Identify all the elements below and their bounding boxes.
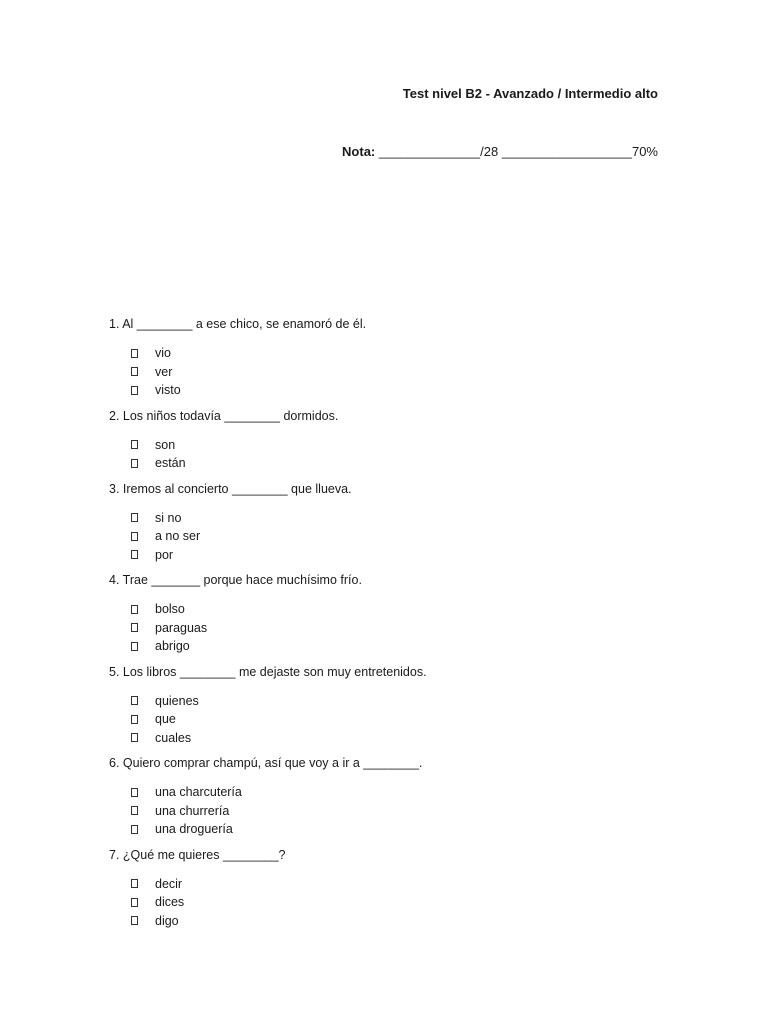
checkbox-icon[interactable]	[131, 916, 138, 925]
option-list	[109, 344, 669, 400]
score-line	[342, 144, 658, 159]
option-label: cuales	[155, 730, 192, 745]
option-label: a no ser	[155, 529, 201, 543]
question-text: 2. Los niños todavía ________ dormidos.	[109, 408, 339, 423]
question-7	[109, 847, 669, 931]
checkbox-icon[interactable]	[131, 459, 138, 468]
checkbox-icon[interactable]	[131, 605, 138, 614]
option-label: una droguería	[155, 822, 233, 836]
answer-option[interactable]	[131, 619, 669, 638]
answer-option[interactable]	[131, 710, 669, 729]
option-label: una churrería	[155, 803, 230, 818]
answer-option[interactable]	[131, 363, 669, 382]
answer-option[interactable]	[131, 692, 669, 711]
checkbox-icon[interactable]	[131, 879, 138, 888]
answer-option[interactable]	[131, 875, 669, 894]
option-label: son	[155, 437, 176, 452]
checkbox-icon[interactable]	[131, 532, 138, 541]
checkbox-icon[interactable]	[131, 513, 138, 522]
checkbox-icon[interactable]	[131, 642, 138, 651]
question-5	[109, 664, 669, 748]
answer-option[interactable]	[131, 546, 669, 565]
option-label: por	[155, 547, 174, 562]
checkbox-icon[interactable]	[131, 806, 138, 815]
question-3	[109, 481, 669, 565]
checkbox-icon[interactable]	[131, 733, 138, 742]
checkbox-icon[interactable]	[131, 367, 138, 376]
option-list	[109, 875, 669, 931]
answer-option[interactable]	[131, 454, 669, 473]
question-list	[109, 316, 669, 930]
answer-option[interactable]	[131, 912, 669, 931]
option-label: digo	[155, 913, 179, 928]
checkbox-icon[interactable]	[131, 825, 138, 834]
checkbox-icon[interactable]	[131, 550, 138, 559]
answer-option[interactable]	[131, 600, 669, 619]
option-label: están	[155, 456, 186, 470]
checkbox-icon[interactable]	[131, 696, 138, 705]
option-list	[109, 436, 669, 473]
option-label: si no	[155, 510, 182, 525]
answer-option[interactable]	[131, 381, 669, 400]
question-1	[109, 316, 669, 400]
answer-option[interactable]	[131, 509, 669, 528]
checkbox-icon[interactable]	[131, 898, 138, 907]
question-text: 1. Al ________ a ese chico, se enamoró de él.	[109, 317, 367, 331]
checkbox-icon[interactable]	[131, 440, 138, 449]
option-label: que	[155, 712, 176, 726]
question-text: 3. Iremos al concierto ________ que llueva.	[109, 481, 352, 496]
answer-option[interactable]	[131, 344, 669, 363]
answer-option[interactable]	[131, 820, 669, 839]
option-label: paraguas	[155, 620, 208, 635]
answer-option[interactable]	[131, 802, 669, 821]
answer-option[interactable]	[131, 729, 669, 748]
question-text: 4. Trae _______ porque hace muchísimo frío.	[109, 573, 362, 587]
option-label: abrigo	[155, 639, 190, 653]
option-label: bolso	[155, 602, 185, 616]
checkbox-icon[interactable]	[131, 349, 138, 358]
checkbox-icon[interactable]	[131, 386, 138, 395]
checkbox-icon[interactable]	[131, 623, 138, 632]
option-list	[109, 783, 669, 839]
answer-option[interactable]	[131, 436, 669, 455]
answer-option[interactable]	[131, 637, 669, 656]
option-label: una charcutería	[155, 785, 242, 799]
percent-blank: __________________	[501, 144, 632, 159]
option-list	[109, 600, 669, 656]
option-list	[109, 509, 669, 565]
option-label: visto	[155, 383, 181, 397]
question-text: 6. Quiero comprar champú, así que voy a ir a ________.	[109, 756, 423, 770]
option-label: decir	[155, 876, 183, 891]
score-percent: 70%	[631, 144, 658, 159]
answer-option[interactable]	[131, 893, 669, 912]
checkbox-icon[interactable]	[131, 715, 138, 724]
option-label: vio	[155, 346, 171, 360]
answer-option[interactable]	[131, 783, 669, 802]
option-label: quienes	[155, 693, 199, 708]
option-label: dices	[155, 895, 185, 909]
checkbox-icon[interactable]	[131, 788, 138, 797]
question-6	[109, 755, 669, 839]
question-text: 5. Los libros ________ me dejaste son muy entretenidos.	[109, 664, 427, 679]
option-list	[109, 692, 669, 748]
question-2	[109, 408, 669, 473]
score-label: Nota:	[342, 144, 376, 159]
score-total: /28	[480, 144, 499, 159]
question-4	[109, 572, 669, 656]
test-title: Test nivel B2 - Avanzado / Intermedio alto	[402, 86, 658, 101]
score-blank[interactable]: ______________	[378, 144, 481, 159]
question-text: 7. ¿Qué me quieres ________?	[109, 847, 286, 862]
option-label: ver	[155, 364, 173, 379]
answer-option[interactable]	[131, 527, 669, 546]
